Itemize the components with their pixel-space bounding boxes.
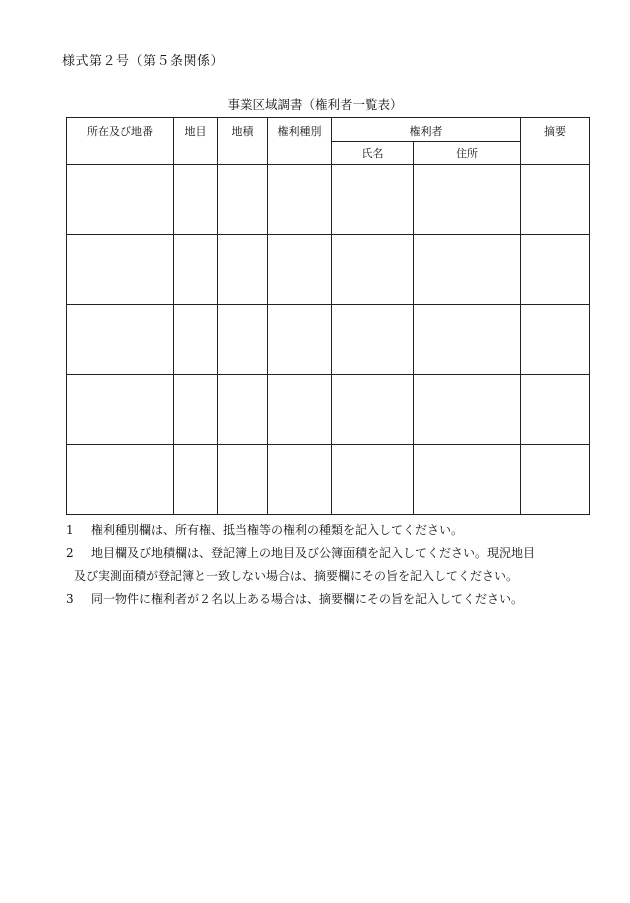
header-land-category: 地目 [174,118,218,165]
cell-land-category[interactable] [174,165,218,235]
cell-remarks[interactable] [521,375,590,445]
table-header-row [67,118,590,142]
cell-address[interactable] [414,305,521,375]
note-text-continued: 及び実測面積が登記簿と一致しない場合は、摘要欄にその旨を記入してください。 [74,569,519,583]
cell-land-area[interactable] [218,165,268,235]
cell-address[interactable] [414,165,521,235]
header-land-area: 地積 [218,118,268,165]
cell-right-type[interactable] [268,305,332,375]
cell-name[interactable] [332,375,414,445]
document-title: 事業区域調書（権利者一覧表） [227,97,403,112]
table-row [67,235,590,305]
notes-section [66,519,596,611]
form-number-label: 様式第２号（第５条関係） [62,54,225,69]
cell-right-type[interactable] [268,445,332,515]
cell-address[interactable] [414,235,521,305]
header-remarks: 摘要 [521,118,590,165]
cell-remarks[interactable] [521,445,590,515]
header-rights-holder: 権利者 [332,118,521,142]
cell-land-category[interactable] [174,375,218,445]
header-name: 氏名 [332,142,414,165]
cell-right-type[interactable] [268,165,332,235]
table-row [67,375,590,445]
note-number: 2 [66,546,74,560]
cell-remarks[interactable] [521,165,590,235]
table-row [67,165,590,235]
table-row [67,305,590,375]
cell-address[interactable] [414,445,521,515]
cell-location[interactable] [67,305,174,375]
cell-location[interactable] [67,375,174,445]
cell-name[interactable] [332,445,414,515]
cell-name[interactable] [332,235,414,305]
note-text: 地目欄及び地積欄は、登記簿上の地目及び公簿面積を記入してください。現況地目 [91,546,536,560]
cell-name[interactable] [332,305,414,375]
cell-name[interactable] [332,165,414,235]
header-address: 住所 [414,142,521,165]
cell-land-area[interactable] [218,445,268,515]
cell-land-area[interactable] [218,235,268,305]
note-item [66,588,596,611]
cell-location[interactable] [67,165,174,235]
note-item [66,519,596,542]
note-text: 同一物件に権利者が２名以上ある場合は、摘要欄にその旨を記入してください。 [91,592,524,606]
note-text: 権利種別欄は、所有権、抵当権等の権利の種類を記入してください。 [91,523,464,537]
header-right-type: 権利種別 [268,118,332,165]
note-item [66,542,596,565]
cell-location[interactable] [67,235,174,305]
cell-land-category[interactable] [174,445,218,515]
cell-land-category[interactable] [174,305,218,375]
cell-address[interactable] [414,375,521,445]
cell-land-area[interactable] [218,305,268,375]
cell-location[interactable] [67,445,174,515]
rights-holder-table [66,117,590,515]
note-number: 1 [66,523,74,537]
cell-right-type[interactable] [268,235,332,305]
cell-land-category[interactable] [174,235,218,305]
cell-land-area[interactable] [218,375,268,445]
header-location: 所在及び地番 [67,118,174,165]
cell-right-type[interactable] [268,375,332,445]
note-number: 3 [66,592,74,606]
table-row [67,445,590,515]
cell-remarks[interactable] [521,305,590,375]
cell-remarks[interactable] [521,235,590,305]
